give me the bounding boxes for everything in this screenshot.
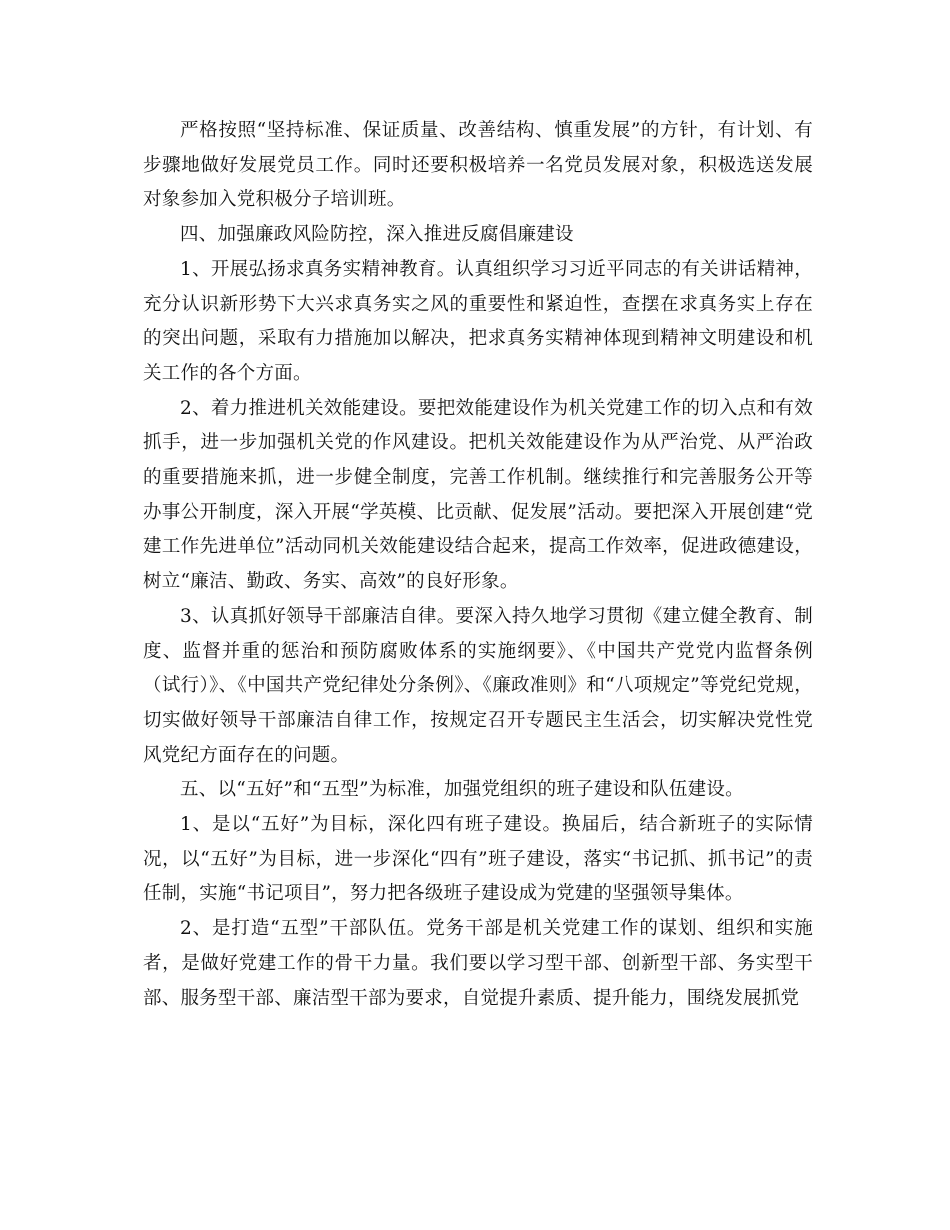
document-body (143, 114, 813, 1016)
paragraph-item-2-five: 2、是打造“五型”干部队伍。党务干部是机关党建工作的谋划、组织和实施者，是做好党建工作的骨干力量。我们要以学习型干部、创新型干部、务实型干部、服务型干部、廉洁型干部为要求，自觉提升素质、提升能力，围绕发展抓党 (143, 918, 813, 1009)
paragraph-item-3: 3、认真抓好领导干部廉洁自律。要深入持久地学习贯彻《建立健全教育、制度、监督并重的惩治和预防腐败体系的实施纲要》、《中国共产党党内监督条例（试行）》、《中国共产党纪律处分条例》、《廉政准则》和“八项规定”等党纪党规，切实做好领导干部廉洁自律工作，按规定召开专题民主生活会，切实解决党性党风党纪方面存在的问题。 (143, 605, 813, 766)
paragraph-continuation: 严格按照“坚持标准、保证质量、改善结构、慎重发展”的方针，有计划、有步骤地做好发展党员工作。同时还要积极培养一名党员发展对象，积极选送发展对象参加入党积极分子培训班。 (143, 120, 813, 211)
section-heading-five: 五、以“五好”和“五型”为标准，加强党组织的班子建设和队伍建设。 (180, 779, 744, 801)
paragraph-item-2: 2、着力推进机关效能建设。要把效能建设作为机关党建工作的切入点和有效抓手，进一步加强机关党的作风建设。把机关效能建设作为从严治党、从严治政的重要措施来抓，进一步健全制度，完善工作机制。继续推行和完善服务公开等办事公开制度，深入开展“学英模、比贡献、促发展”活动。要把深入开展创建“党建工作先进单位”活动同机关效能建设结合起来，提高工作效率，促进政德建设，树立“廉洁、勤政、务实、高效”的良好形象。 (143, 397, 813, 593)
section-heading-four: 四、加强廉政风险防控，深入推进反腐倡廉建设 (180, 224, 574, 246)
paragraph-item-1-five: 1、是以“五好”为目标，深化四有班子建设。换届后，结合新班子的实际情况，以“五好”为目标，进一步深化“四有”班子建设，落实“书记抓、抓书记”的责任制，实施“书记项目”，努力把各级班子建设成为党建的坚强领导集体。 (143, 814, 813, 905)
paragraph-item-1: 1、开展弘扬求真务实精神教育。认真组织学习习近平同志的有关讲话精神，充分认识新形势下大兴求真务实之风的重要性和紧迫性，查摆在求真务实上存在的突出问题，采取有力措施加以解决，把求真务实精神体现到精神文明建设和机关工作的各个方面。 (143, 258, 813, 384)
